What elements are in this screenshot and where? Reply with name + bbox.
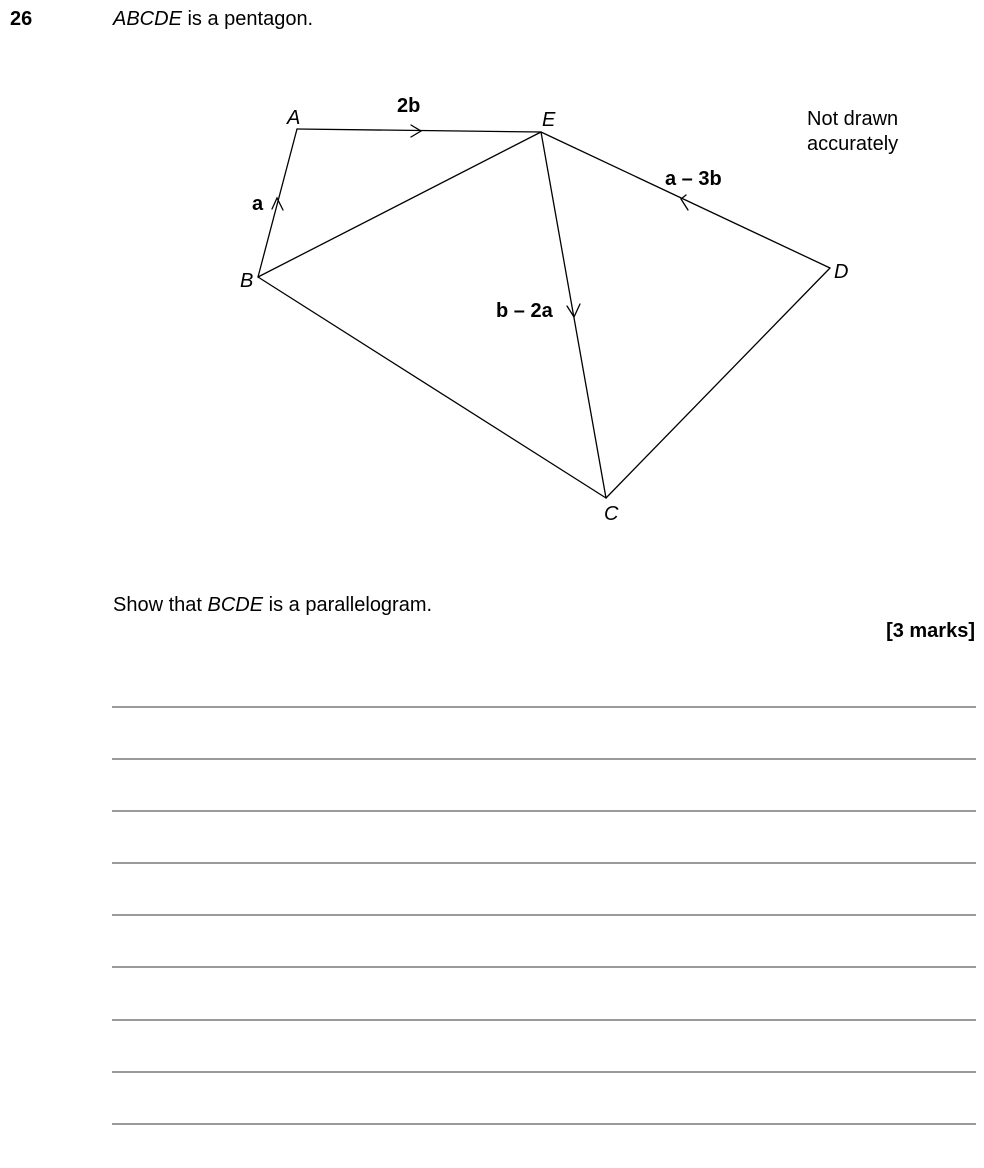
marks-label: [3 marks] <box>886 620 975 642</box>
answer-line-5[interactable] <box>112 914 976 916</box>
not-drawn-note-line2: accurately <box>807 133 899 155</box>
vector-label-AE: 2b <box>397 95 421 117</box>
intro-text: is a pentagon. <box>181 8 314 30</box>
answer-line-6[interactable] <box>112 966 976 968</box>
vector-label-DE: a – 3b <box>665 168 722 190</box>
vertex-label-D: D <box>834 261 849 283</box>
task-text: is a parallelogram. <box>263 594 433 616</box>
task-shape-name: BCDE <box>207 594 264 616</box>
vertex-label-A: A <box>287 107 301 129</box>
vector-label-BA: a <box>252 193 264 215</box>
not-drawn-note-line1: Not drawn <box>807 108 899 130</box>
answer-area[interactable] <box>112 0 976 1168</box>
vertex-label-B: B <box>240 270 254 292</box>
answer-line-2[interactable] <box>112 758 976 760</box>
answer-line-7[interactable] <box>112 1019 976 1021</box>
vertex-label-E: E <box>542 109 556 131</box>
answer-line-4[interactable] <box>112 862 976 864</box>
answer-line-1[interactable] <box>112 706 976 708</box>
intro-shape-name: ABCDE <box>113 8 182 30</box>
answer-line-3[interactable] <box>112 810 976 812</box>
vertex-label-C: C <box>604 503 619 525</box>
answer-line-9[interactable] <box>112 1123 976 1125</box>
answer-line-8[interactable] <box>112 1071 976 1073</box>
question-number: 26 <box>10 8 33 30</box>
vector-label-EC: b – 2a <box>496 300 553 322</box>
task-prefix: Show that <box>113 594 208 616</box>
